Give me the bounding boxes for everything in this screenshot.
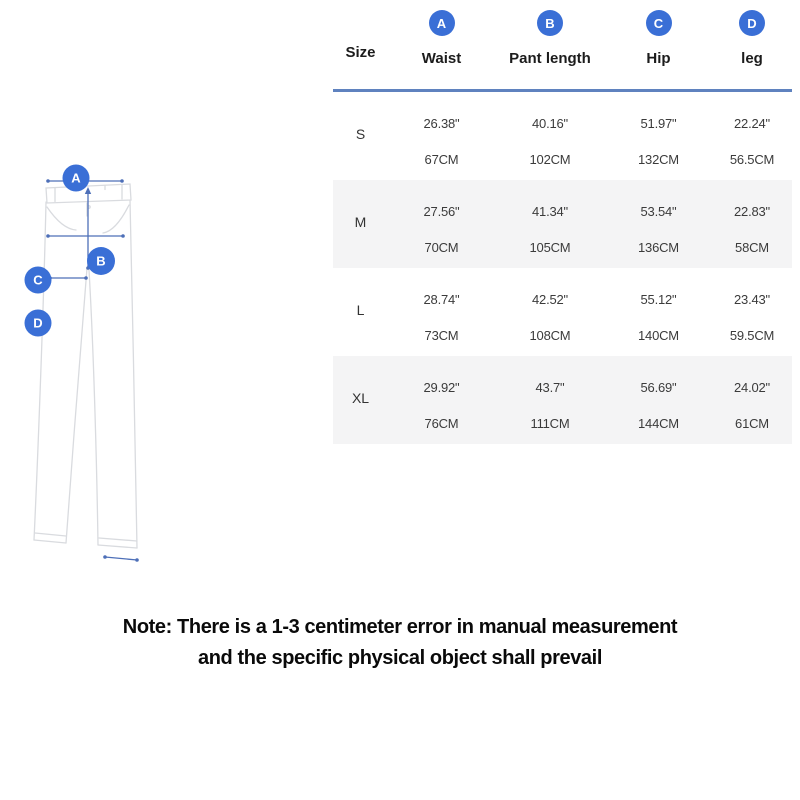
inch-value: 22.24"	[734, 116, 770, 131]
measurement-cell	[388, 268, 495, 356]
badge-d-icon: D	[739, 10, 765, 36]
inch-value: 24.02"	[734, 380, 770, 395]
inch-value: 26.38"	[423, 116, 460, 131]
inch-value: 41.34"	[532, 204, 568, 219]
column-header-waist	[388, 0, 495, 89]
inch-value: 27.56"	[423, 204, 460, 219]
inch-value: 23.43"	[734, 292, 770, 307]
inch-value: 51.97"	[640, 116, 677, 131]
inch-value: 22.83"	[734, 204, 770, 219]
cm-value: 70CM	[424, 240, 459, 255]
diagram-badge-d	[25, 310, 52, 337]
badge-c-letter: C	[33, 272, 43, 288]
note-line-2: and the specific physical object shall prevail	[198, 647, 602, 669]
inch-value: 28.74"	[423, 292, 460, 307]
badge-a-icon: A	[429, 10, 455, 36]
hip-label: Hip	[646, 50, 671, 67]
size-value: M	[354, 214, 367, 230]
measurement-cell	[605, 356, 712, 444]
cm-value: 59.5CM	[729, 328, 775, 343]
size-value: L	[356, 302, 365, 318]
cm-value: 140CM	[638, 328, 679, 343]
measurement-cell	[712, 268, 792, 356]
measurement-cell	[495, 356, 605, 444]
inch-value: 43.7"	[535, 380, 565, 395]
diagram-badge-c	[25, 267, 52, 294]
measurement-cell	[495, 268, 605, 356]
cm-value: 67CM	[424, 152, 459, 167]
leg-label: leg	[741, 50, 763, 67]
badge-d-letter: D	[33, 315, 43, 331]
diagram-badge-b	[87, 247, 115, 275]
pants-measurement-diagram	[10, 155, 180, 585]
thigh-measure-arrow	[48, 276, 88, 280]
cm-value: 105CM	[529, 240, 571, 255]
inch-value: 40.16"	[532, 116, 568, 131]
table-row-l	[333, 268, 792, 356]
inch-value: 29.92"	[423, 380, 460, 395]
inch-value: 42.52"	[532, 292, 568, 307]
inch-value: 53.54"	[640, 204, 677, 219]
column-header-pant-length	[495, 0, 605, 89]
hip-measure-arrow	[46, 234, 125, 238]
measurement-cell	[388, 92, 495, 180]
cm-value: 58CM	[735, 240, 769, 255]
cm-value: 102CM	[529, 152, 571, 167]
column-header-leg	[712, 0, 792, 89]
inch-value: 56.69"	[640, 380, 677, 395]
cm-value: 76CM	[424, 416, 459, 431]
cm-value: 132CM	[638, 152, 679, 167]
note-line-1: Note: There is a 1-3 centimeter error in manual measurement	[122, 616, 678, 638]
badge-b-icon: B	[537, 10, 563, 36]
pant-length-label: Pant length	[509, 50, 591, 67]
measurement-cell	[712, 180, 792, 268]
badge-a-letter: A	[71, 170, 81, 186]
inch-value: 55.12"	[640, 292, 677, 307]
measurement-cell	[605, 92, 712, 180]
cm-value: 73CM	[424, 328, 459, 343]
measurement-cell	[605, 180, 712, 268]
size-value: S	[355, 126, 366, 142]
measurement-cell	[605, 268, 712, 356]
size-column-header: Size	[345, 44, 376, 61]
table-row-s	[333, 92, 792, 180]
cm-value: 108CM	[529, 328, 571, 343]
diagram-badge-a	[63, 165, 90, 192]
badge-b-letter: B	[96, 253, 106, 269]
measurement-note	[0, 612, 800, 674]
measurement-cell	[712, 356, 792, 444]
measurement-cell	[388, 180, 495, 268]
measurement-cell	[388, 356, 495, 444]
size-chart-header	[333, 0, 792, 92]
cm-value: 136CM	[638, 240, 679, 255]
measurement-cell	[712, 92, 792, 180]
pants-outline-drawing	[34, 184, 137, 548]
waist-label: Waist	[421, 50, 462, 67]
cm-value: 56.5CM	[729, 152, 775, 167]
leg-opening-measure-arrow	[103, 555, 139, 562]
table-row-m	[333, 180, 792, 268]
cm-value: 144CM	[638, 416, 679, 431]
measurement-cell	[495, 180, 605, 268]
measurement-cell	[495, 92, 605, 180]
column-header-hip	[605, 0, 712, 89]
badge-c-icon: C	[646, 10, 672, 36]
size-chart-table	[333, 0, 792, 444]
size-value: XL	[351, 390, 370, 406]
cm-value: 61CM	[735, 416, 769, 431]
cm-value: 111CM	[530, 416, 570, 431]
table-row-xl	[333, 356, 792, 444]
